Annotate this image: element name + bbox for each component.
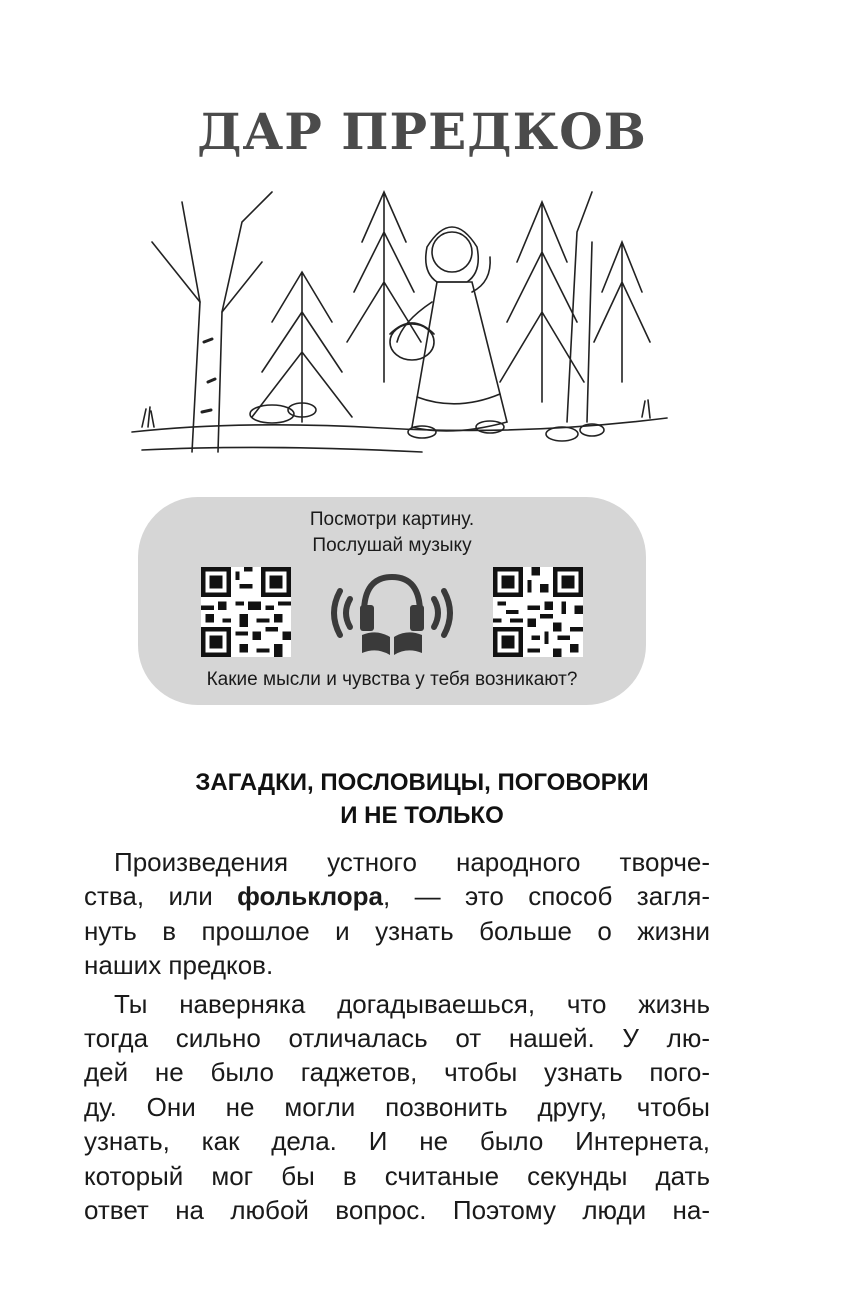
term-folklore: фольклора	[237, 881, 384, 912]
body-text	[84, 845, 710, 1227]
qr-code-icon[interactable]	[201, 567, 291, 657]
chapter-title: ДАР ПРЕДКОВ	[197, 102, 647, 161]
text-line: наших предков.	[84, 950, 274, 981]
text-line: тогда сильно отличалась от нашей. У лю-	[84, 1023, 710, 1054]
text-line: Ты наверняка догадываешься, что жизнь	[114, 988, 710, 1019]
section-heading-line1: ЗАГАДКИ, ПОСЛОВИЦЫ, ПОГОВОРКИ	[195, 769, 649, 796]
paragraph-ancestors-life	[84, 987, 710, 1228]
text-line: ду. Они не могли позвонить другу, чтобы	[84, 1091, 710, 1122]
text-line: Произведения устного народного творче-	[114, 847, 710, 877]
text-fragment: ства, или	[84, 881, 238, 912]
section-heading-line2: И НЕ ТОЛЬКО	[340, 802, 504, 829]
text-line: узнать, как дела. И не было Интернета,	[84, 1126, 710, 1157]
text-fragment: , — это способ загля-	[383, 881, 710, 912]
media-question-text: Какие мысли и чувства у тебя возникают?	[206, 669, 578, 690]
text-line: ответ на любой вопрос. Поэтому люди на-	[84, 1195, 710, 1226]
text-line	[84, 879, 710, 913]
media-prompt-text	[138, 507, 646, 559]
paragraph-folklore	[84, 845, 710, 983]
section-heading	[0, 766, 844, 832]
forest-girl-illustration	[122, 182, 674, 458]
media-prompt-box	[138, 497, 646, 705]
text-line: который мог бы в считаные секунды дать	[84, 1160, 710, 1191]
prompt-line-listen: Послушай музыку	[312, 535, 472, 556]
text-line: дей не было гаджетов, чтобы узнать пого-	[84, 1057, 710, 1088]
qr-code-icon[interactable]	[493, 567, 583, 657]
prompt-line-look: Посмотри картину.	[309, 509, 475, 530]
headphones-audio-icon[interactable]	[330, 569, 454, 655]
text-line: нуть в прошлое и узнать больше о жизни	[84, 915, 710, 946]
